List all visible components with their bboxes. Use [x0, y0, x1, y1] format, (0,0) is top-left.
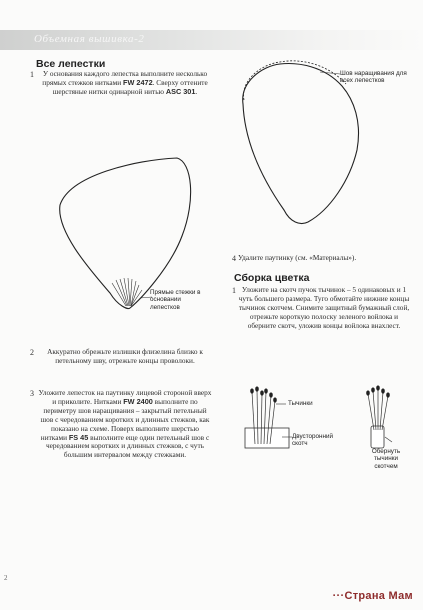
step-number: 4 [232, 254, 236, 263]
stamens-on-tape-illustration [245, 390, 292, 448]
wrapped-stamens-illustration [368, 389, 392, 448]
step-2-text: Аккуратно обрежьте излишки флизелина близко к петельному шву, отрежьте концы проволоки. [47, 347, 203, 365]
petal-seam-illustration [243, 61, 359, 224]
label-seam: Шов наращивания для всех лепестков [340, 70, 407, 85]
step-number: 2 [30, 348, 34, 357]
page-number: 2 [4, 574, 8, 582]
label-stamens: Тычинки [288, 400, 313, 407]
label-straight-stitches: Прямые стежки в основании лепестков [150, 289, 201, 311]
running-header: Объемная вышивка-2 [34, 33, 145, 45]
petal-with-stitches-illustration [60, 158, 191, 308]
step-1-text: У основания каждого лепестка выполните несколько прямых стежков нитками FW 2472. Сверху оттените шерстяные нитки одинарной нитью ASC 301. [42, 69, 208, 96]
label-double-tape: Двусторонний скотч [292, 433, 334, 448]
section-title-assembly: Сборка цветка [234, 272, 310, 284]
step-number: 1 [232, 286, 236, 295]
step-number: 3 [30, 389, 34, 398]
step-3-text: Уложите лепесток на паутинку лицевой стороной вверх и приколите. Нитками FW 2400 выполните по периметру шов наращивания – закрытый петельный шов с чередованием коротких и длинных стежков, как показано на схеме. Поверх выполните шерстью нитками FS 45 выполните еще один петельный шов с чередованием коротких и длинных стежков, с чуть большим интервалом между стежками. [38, 388, 212, 460]
assembly-step-1-text: Уложите на скотч пучок тычинок – 5 одинаковых и 1 чуть большего размера. Туго обмотайте нижние концы тычинок скотчем. Снимите защитный бумажный слой, отрежьте короткую полоску зеленого войлока и оберните скотч, уложив концы войлока внахлест. [238, 285, 410, 330]
site-watermark-logo: ···Страна Мам [332, 590, 413, 602]
step-number: 1 [30, 70, 34, 79]
step-4-text: Удалите паутинку (см. «Материалы»). [238, 253, 357, 262]
label-wrapped-stamens: Обернуть тычинки скотчем [371, 448, 401, 470]
section-title-all-petals: Все лепестки [36, 58, 106, 70]
